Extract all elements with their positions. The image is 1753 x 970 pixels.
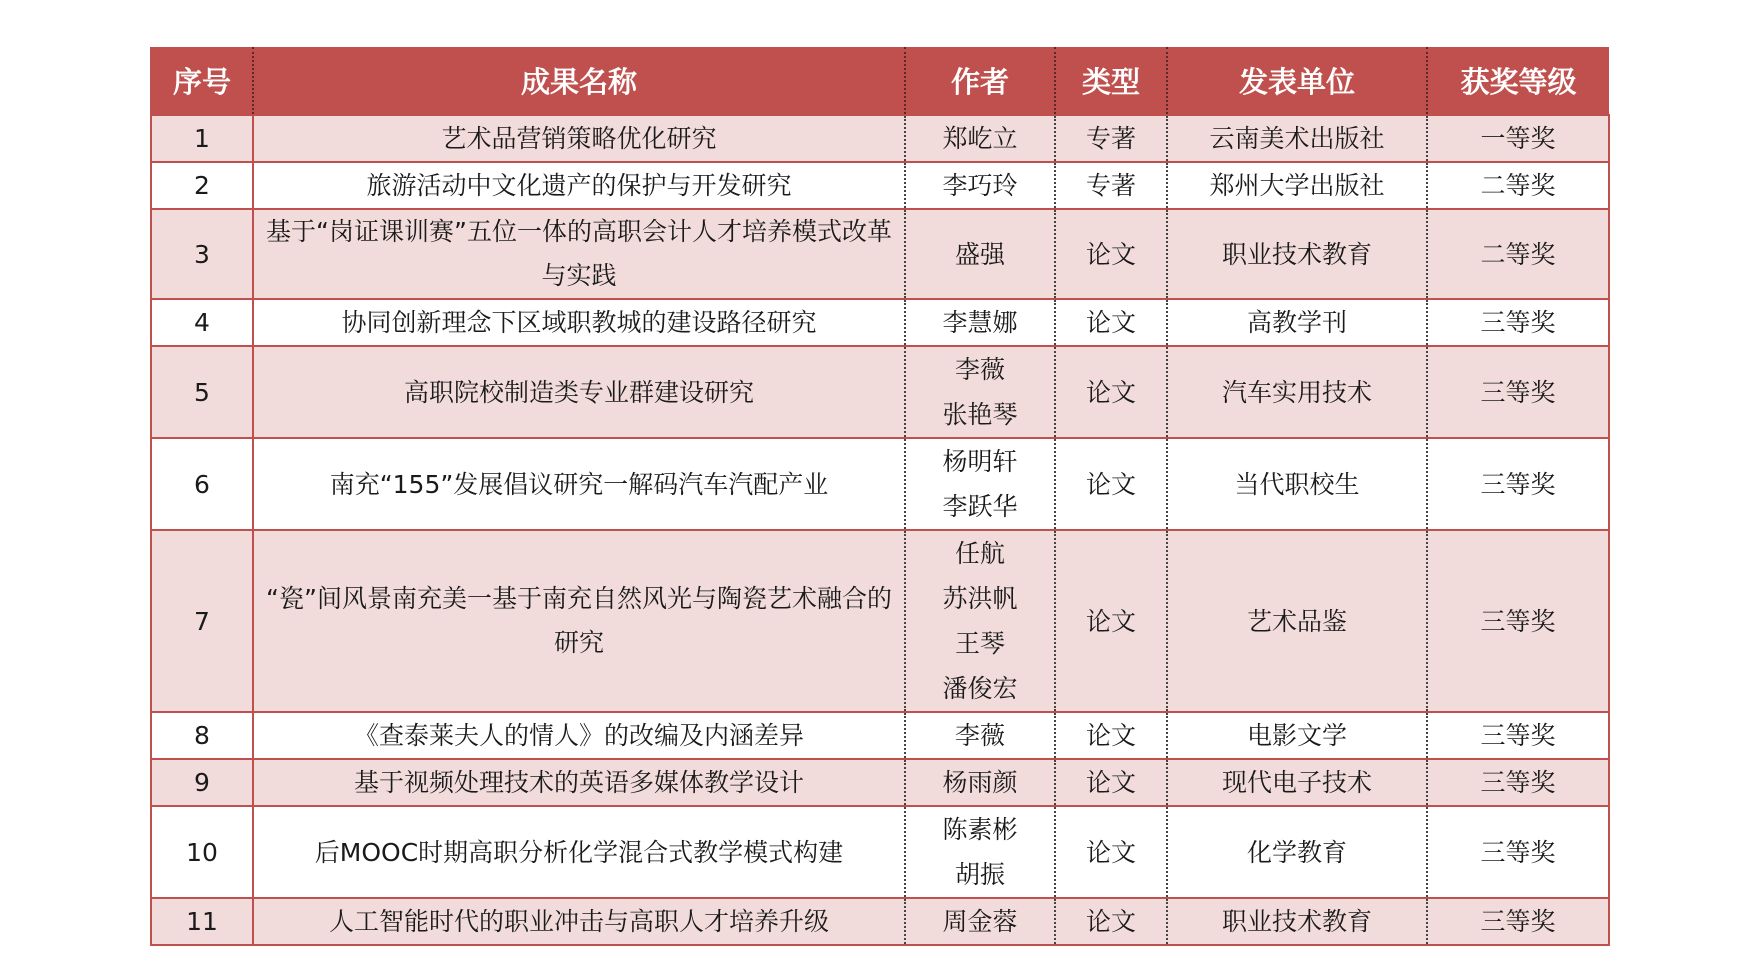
row-author-cell [905,530,1055,712]
author-name: 郑屹立 [942,124,1018,153]
header-type: 类型 [1055,47,1167,115]
header-row [151,47,1609,115]
row-publisher-cell: 汽车实用技术 [1167,346,1427,438]
row-type-cell: 论文 [1055,898,1167,945]
row-author-cell [905,898,1055,945]
row-index-cell: 3 [151,209,253,299]
author-name: 任航 [954,539,1005,568]
row-award-level-cell: 三等奖 [1427,530,1609,712]
row-title-cell [253,346,905,438]
row-publisher-cell: 云南美术出版社 [1167,115,1427,162]
author-name: 张艳琴 [942,400,1018,429]
row-type-cell: 论文 [1055,759,1167,806]
row-title-cell [253,898,905,945]
row-award-level-cell: 二等奖 [1427,162,1609,209]
table-row [151,209,1609,299]
row-title-text: 基于“岗证课训赛”五位一体的高职会计人才培养模式改革与实践 [266,217,892,290]
row-publisher-cell: 化学教育 [1167,806,1427,898]
row-title-cell [253,712,905,759]
author-name: 胡振 [954,860,1005,889]
row-author-cell [905,115,1055,162]
row-publisher-cell: 当代职校生 [1167,438,1427,530]
row-title-text: 后MOOC时期高职分析化学混合式教学模式构建 [314,837,844,867]
row-type-cell: 论文 [1055,712,1167,759]
row-publisher-cell: 高教学刊 [1167,299,1427,346]
author-name: 潘俊宏 [942,674,1018,703]
awards-table [150,47,1610,946]
row-title-cell [253,530,905,712]
author-name: 陈素彬 [942,815,1018,844]
row-author-cell [905,438,1055,530]
row-award-level-cell: 二等奖 [1427,209,1609,299]
row-publisher-cell: 郑州大学出版社 [1167,162,1427,209]
row-award-level-cell: 三等奖 [1427,438,1609,530]
header-title: 成果名称 [253,47,905,115]
row-title-cell [253,299,905,346]
row-award-level-cell: 一等奖 [1427,115,1609,162]
row-author-cell [905,712,1055,759]
row-award-level-cell: 三等奖 [1427,759,1609,806]
row-title-text: 艺术品营销策略优化研究 [441,124,717,153]
row-type-cell: 论文 [1055,530,1167,712]
row-title-cell [253,162,905,209]
row-title-cell [253,115,905,162]
table-row [151,759,1609,806]
author-name: 王琴 [954,629,1005,658]
table-row [151,806,1609,898]
author-name: 盛强 [954,239,1005,269]
table-row [151,530,1609,712]
table-row [151,712,1609,759]
row-index-cell: 1 [151,115,253,162]
row-index-cell: 2 [151,162,253,209]
author-name: 周金蓉 [942,907,1018,936]
row-type-cell: 论文 [1055,438,1167,530]
table-row [151,898,1609,945]
awards-sheet [150,47,1608,946]
row-award-level-cell: 三等奖 [1427,712,1609,759]
row-publisher-cell: 职业技术教育 [1167,898,1427,945]
row-author-cell [905,806,1055,898]
row-type-cell: 论文 [1055,806,1167,898]
header-author: 作者 [905,47,1055,115]
row-index-cell: 8 [151,712,253,759]
author-name: 李慧娜 [942,308,1018,337]
row-index-cell: 6 [151,438,253,530]
row-type-cell: 论文 [1055,209,1167,299]
row-index-cell: 7 [151,530,253,712]
row-author-cell [905,162,1055,209]
row-title-text: 南充“155”发展倡议研究一解码汽车汽配产业 [329,469,829,499]
header-award-level: 获奖等级 [1427,47,1609,115]
row-title-cell [253,759,905,806]
row-type-cell: 论文 [1055,346,1167,438]
table-row [151,162,1609,209]
row-title-text: 旅游活动中文化遗产的保护与开发研究 [366,171,792,200]
row-index-cell: 4 [151,299,253,346]
row-index-cell: 9 [151,759,253,806]
author-name: 李薇 [954,721,1005,750]
header-index: 序号 [151,47,253,115]
row-type-cell: 论文 [1055,299,1167,346]
table-body [151,115,1609,945]
row-award-level-cell: 三等奖 [1427,806,1609,898]
row-index-cell: 5 [151,346,253,438]
row-author-cell [905,209,1055,299]
row-publisher-cell: 职业技术教育 [1167,209,1427,299]
header-publisher: 发表单位 [1167,47,1427,115]
row-title-text: 协同创新理念下区域职教城的建设路径研究 [341,308,817,337]
author-name: 李巧玲 [942,171,1018,200]
row-title-text: “瓷”间风景南充美一基于南充自然风光与陶瓷艺术融合的研究 [266,584,892,657]
row-title-text: 高职院校制造类专业群建设研究 [403,377,754,407]
table-row [151,438,1609,530]
author-name: 杨明轩 [942,447,1018,476]
row-publisher-cell: 现代电子技术 [1167,759,1427,806]
row-index-cell: 11 [151,898,253,945]
row-type-cell: 专著 [1055,162,1167,209]
author-name: 苏洪帆 [942,584,1018,613]
table-row [151,346,1609,438]
row-award-level-cell: 三等奖 [1427,898,1609,945]
row-author-cell [905,759,1055,806]
row-title-text: 人工智能时代的职业冲击与高职人才培养升级 [328,907,829,936]
row-index-cell: 10 [151,806,253,898]
author-name: 杨雨颜 [942,768,1018,797]
row-publisher-cell: 电影文学 [1167,712,1427,759]
row-title-cell [253,209,905,299]
table-row [151,299,1609,346]
row-author-cell [905,346,1055,438]
author-name: 李跃华 [942,492,1018,521]
row-award-level-cell: 三等奖 [1427,299,1609,346]
row-author-cell [905,299,1055,346]
row-award-level-cell: 三等奖 [1427,346,1609,438]
row-type-cell: 专著 [1055,115,1167,162]
author-name: 李薇 [954,355,1005,384]
row-title-cell [253,438,905,530]
table-row [151,115,1609,162]
row-publisher-cell: 艺术品鉴 [1167,530,1427,712]
row-title-cell [253,806,905,898]
row-title-text: 《查泰莱夫人的情人》的改编及内涵差异 [353,721,804,750]
row-title-text: 基于视频处理技术的英语多媒体教学设计 [353,768,804,797]
